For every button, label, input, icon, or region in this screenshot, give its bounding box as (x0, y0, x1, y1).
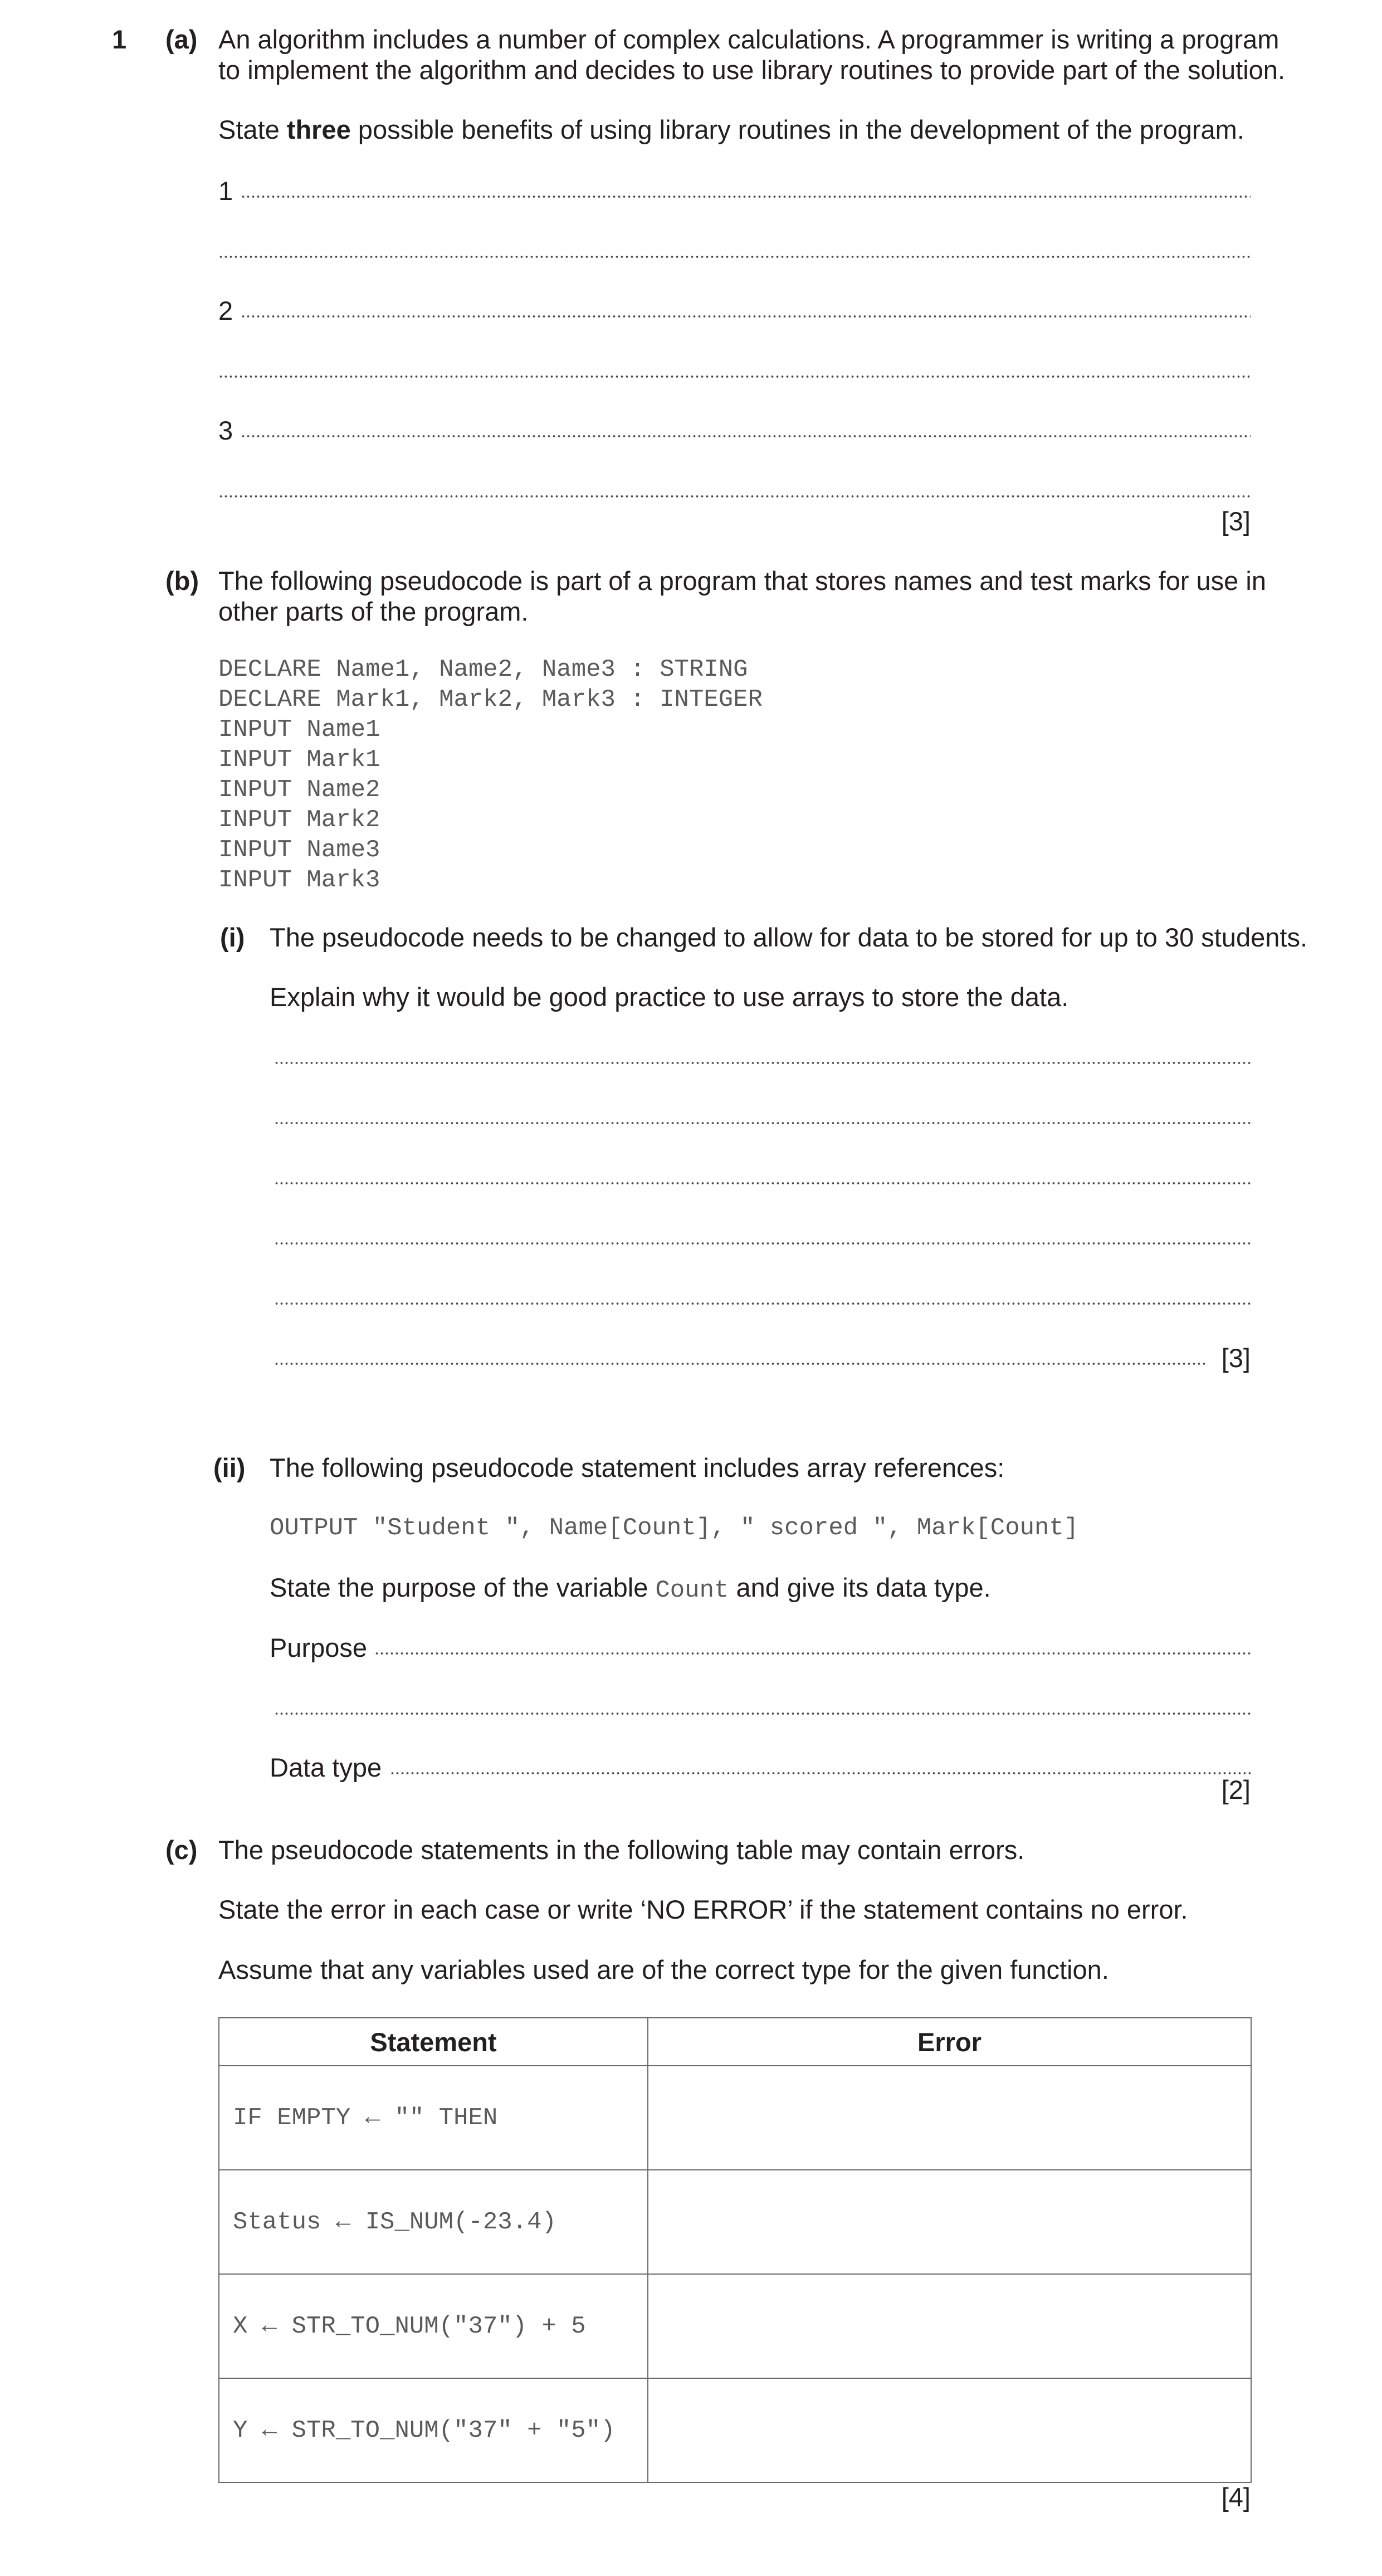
part-c-text1: The pseudocode statements in the following table may contain errors. (218, 1835, 1025, 1865)
table-row (219, 2274, 1251, 2378)
part-b-i-marks: [3] (1221, 1343, 1251, 1373)
pseudocode-line: INPUT Mark2 (218, 806, 380, 834)
question-number: 1 (112, 25, 127, 54)
part-a-intro-line1: An algorithm includes a number of complex calculations. A programmer is writing a program (218, 25, 1280, 54)
table-row (219, 2066, 1251, 2170)
error-cell[interactable] (648, 2170, 1251, 2274)
part-b-intro-line2: other parts of the program. (218, 597, 529, 626)
answer-line[interactable] (274, 1061, 1251, 1065)
pseudocode-line: DECLARE Mark1, Mark2, Mark3 : INTEGER (218, 686, 763, 714)
statement-cell: Y ← STR_TO_NUM("37" + "5") (219, 2378, 648, 2482)
answer-line[interactable] (274, 1362, 1206, 1365)
answer-line[interactable] (241, 195, 1251, 198)
pseudocode-line: INPUT Mark3 (218, 866, 380, 894)
part-a-label: (a) (165, 25, 198, 54)
pseudocode-line: INPUT Name2 (218, 776, 380, 804)
answer-number-2: 2 (218, 296, 233, 325)
part-a-marks: [3] (1221, 506, 1251, 536)
part-b-ii-instruction: State the purpose of the variable Count and give its data type. (270, 1573, 991, 1604)
purpose-label: Purpose (270, 1633, 368, 1662)
error-cell[interactable] (648, 2066, 1251, 2170)
part-a-intro-line2: to implement the algorithm and decides to use library routines to provide part of the solution. (218, 55, 1285, 85)
answer-line[interactable] (274, 1121, 1251, 1125)
part-b-intro-line1: The following pseudocode is part of a program that stores names and test marks for use in (218, 566, 1266, 596)
error-cell[interactable] (648, 2274, 1251, 2378)
pseudocode-line: DECLARE Name1, Name2, Name3 : STRING (218, 656, 748, 684)
array-statement-code: OUTPUT "Student ", Name[Count], " scored ", Mark[Count] (270, 1514, 1079, 1542)
part-b-i-text1: The pseudocode needs to be changed to allow for data to be stored for up to 30 students. (270, 923, 1308, 952)
part-c-label: (c) (165, 1835, 198, 1865)
answer-line[interactable] (241, 315, 1251, 318)
error-table (218, 2017, 1252, 2483)
pseudocode-line: INPUT Mark1 (218, 746, 380, 774)
part-b-label: (b) (165, 566, 199, 596)
answer-number-3: 3 (218, 416, 233, 445)
answer-line[interactable] (218, 255, 1251, 258)
header-statement: Statement (219, 2018, 648, 2066)
answer-line[interactable] (274, 1712, 1251, 1715)
part-b-i-label: (i) (220, 923, 245, 952)
statement-cell: IF EMPTY ← "" THEN (219, 2066, 648, 2170)
answer-line[interactable] (274, 1182, 1251, 1185)
answer-line[interactable] (241, 435, 1251, 438)
table-row (219, 2170, 1251, 2274)
table-header-row (219, 2018, 1251, 2066)
datatype-label: Data type (270, 1753, 382, 1782)
header-error: Error (648, 2018, 1251, 2066)
part-b-i-text2: Explain why it would be good practice to use arrays to store the data. (270, 982, 1069, 1012)
part-b-ii-text1: The following pseudocode statement includes array references: (270, 1453, 1005, 1482)
answer-number-1: 1 (218, 176, 233, 206)
statement-cell: Status ← IS_NUM(-23.4) (219, 2170, 648, 2274)
purpose-answer-line[interactable] (374, 1652, 1251, 1655)
answer-line[interactable] (218, 375, 1251, 378)
part-c-marks: [4] (1221, 2482, 1251, 2512)
part-b-ii-label: (ii) (213, 1453, 246, 1482)
pseudocode-line: INPUT Name1 (218, 716, 380, 744)
answer-line[interactable] (274, 1242, 1251, 1245)
part-b-ii-marks: [2] (1221, 1775, 1251, 1804)
part-a-instruction: State three possible benefits of using library routines in the development of the program. (218, 115, 1244, 144)
answer-line[interactable] (274, 1302, 1251, 1305)
part-c-text3: Assume that any variables used are of the correct type for the given function. (218, 1955, 1109, 1984)
datatype-answer-line[interactable] (390, 1772, 1251, 1775)
answer-line[interactable] (218, 495, 1251, 498)
table-row (219, 2378, 1251, 2482)
pseudocode-line: INPUT Name3 (218, 836, 380, 864)
part-c-text2: State the error in each case or write ‘NO ERROR’ if the statement contains no error. (218, 1895, 1188, 1924)
error-cell[interactable] (648, 2378, 1251, 2482)
statement-cell: X ← STR_TO_NUM("37") + 5 (219, 2274, 648, 2378)
